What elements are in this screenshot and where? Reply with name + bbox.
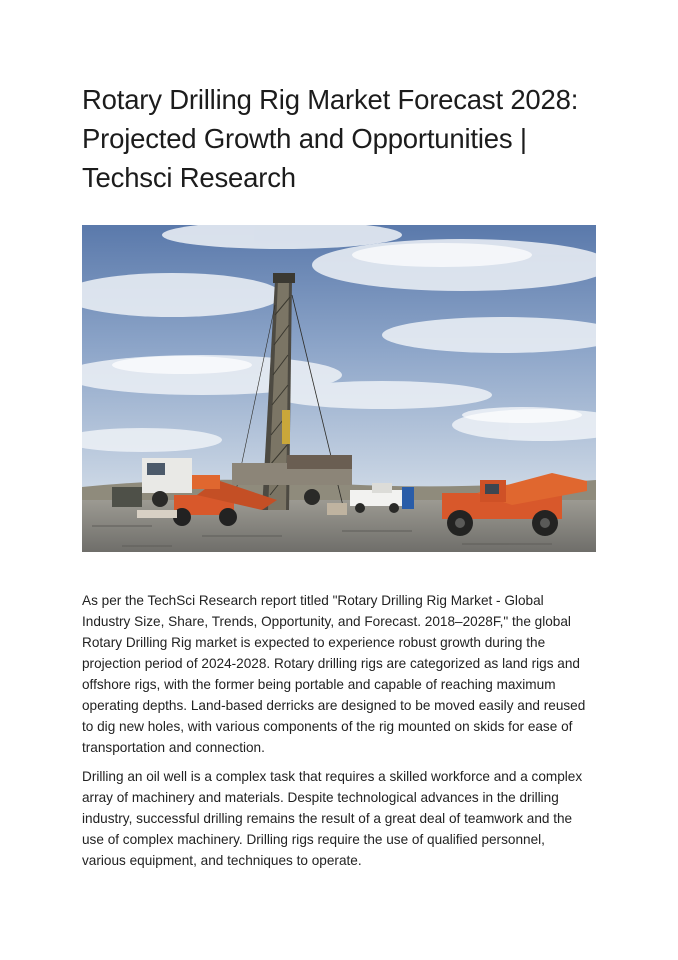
paragraph-1: As per the TechSci Research report titled "Rotary Drilling Rig Market - Global Industry Size, Share, Trends, Opportunity, and Forecast. 2018–2028F," the global Rotary Drilling Rig market is expected to experience robust growth during the projection period of 2024-2028. Rotary drilling rigs are categorized as land rigs and offshore rigs, with the former being portable and capable of reaching maximum operating depths. Land-based derricks are designed to be moved easily and reused to dig new holes, with various components of the rig mounted on skids for ease of transportation and connection. bbox=[82, 593, 586, 755]
paragraph-2: Drilling an oil well is a complex task that requires a skilled workforce and a complex array of machinery and materials. Despite technological advances in the drilling industry, successful drilling remains the result of a great deal of teamwork and the use of complex machinery. Drilling rigs require the use of qualified personnel, various equipment, and techniques to operate. bbox=[82, 769, 583, 868]
drilling-rig-photo bbox=[82, 225, 596, 552]
page-title: Rotary Drilling Rig Market Forecast 2028: Projected Growth and Opportunities | Techsci Research bbox=[82, 84, 579, 193]
generator-box bbox=[112, 487, 142, 507]
portable-toilet bbox=[402, 487, 414, 509]
sacks bbox=[137, 510, 177, 518]
article-body bbox=[82, 590, 592, 879]
drilling-rig-illustration bbox=[82, 225, 596, 552]
material-pallet bbox=[327, 503, 347, 515]
